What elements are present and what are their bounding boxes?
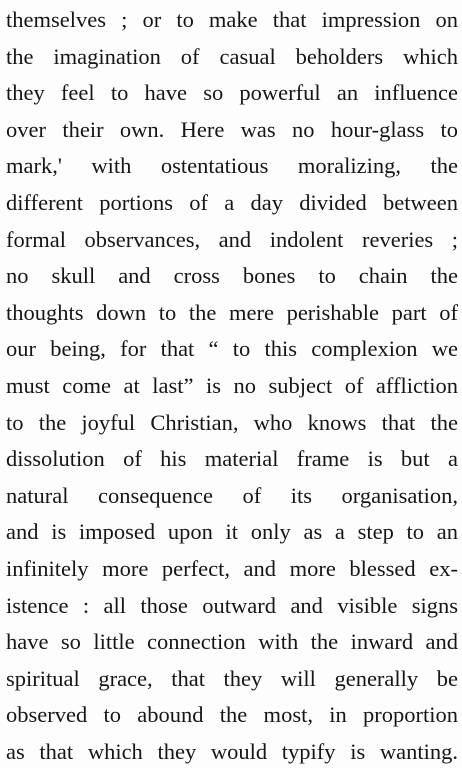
text-line-18: have so little connection with the inward and bbox=[6, 629, 458, 655]
text-line-11: must come at last” is no subject of affliction bbox=[6, 372, 458, 398]
text-line-19: spiritual grace, that they will generally be bbox=[6, 665, 458, 691]
text-line-20: observed to abound the most, in proportion bbox=[6, 702, 458, 728]
text-line-6: different portions of a day divided between bbox=[6, 189, 458, 215]
text-line-2: the imagination of casual beholders which bbox=[6, 43, 458, 69]
text-line-12: to the joyful Christian, who knows that the bbox=[6, 409, 458, 435]
text-line-14: natural consequence of its organisation, bbox=[6, 482, 458, 508]
text-line-5: mark,' with ostentatious moralizing, the bbox=[6, 153, 458, 179]
text-line-13: dissolution of his material frame is but a bbox=[6, 446, 458, 472]
text-line-8: no skull and cross bones to chain the bbox=[6, 263, 458, 289]
text-line-15: and is imposed upon it only as a step to an bbox=[6, 519, 458, 545]
text-line-7: formal observances, and indolent reveries ; bbox=[6, 226, 458, 252]
text-line-1: themselves ; or to make that impression on bbox=[6, 7, 458, 32]
text-line-9: thoughts down to the mere perishable part of bbox=[6, 299, 458, 325]
text-line-17: istence : all those outward and visible signs bbox=[6, 592, 458, 618]
text-line-4: over their own. Here was no hour-glass to bbox=[6, 116, 458, 142]
text-line-3: they feel to have so powerful an influence bbox=[6, 80, 458, 106]
text-line-16: infinitely more perfect, and more blessed ex- bbox=[6, 555, 458, 581]
body-text bbox=[6, 2, 458, 770]
text-line-10: our being, for that “ to this complexion we bbox=[6, 336, 458, 362]
text-line-21: as that which they would typify is wanting. bbox=[6, 738, 458, 764]
